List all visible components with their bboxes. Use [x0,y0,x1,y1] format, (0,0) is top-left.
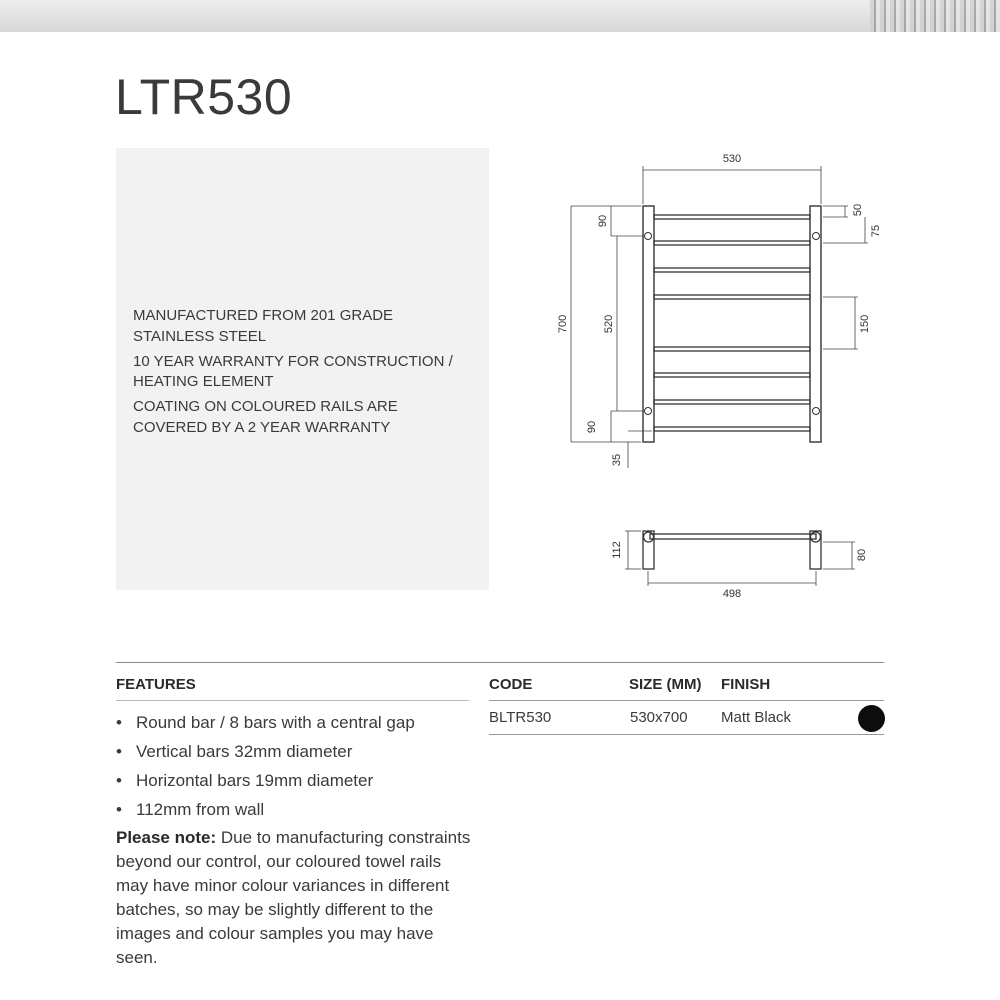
dim-width: 530 [722,153,742,165]
rail-bar [654,295,810,299]
info-line: MANUFACTURED FROM 201 GRADE [133,307,394,324]
feature-text: Horizontal bars 19mm diameter [136,771,374,790]
dim-central-gap: 150 [859,314,871,334]
rail-bar [654,373,810,377]
horizontal-bars [654,215,810,431]
info-line: COVERED BY A 2 YEAR WARRANTY [133,418,391,436]
dim-height: 700 [557,314,569,334]
bullet-icon: • [116,800,122,819]
mount-point [813,233,820,240]
table-header-divider [489,700,884,701]
info-line: HEATING ELEMENT [133,373,274,390]
rail-bar [654,400,810,404]
side-post-left [643,531,654,569]
info-line: STAINLESS STEEL [133,327,267,345]
dim-top-offset: 90 [597,214,609,228]
code-heading: CODE [489,676,533,693]
list-item [116,798,415,827]
finish-heading: FINISH [721,676,771,693]
rail-bar [654,268,810,272]
list-item [116,740,415,769]
mount-point [645,233,652,240]
info-line: 10 YEAR WARRANTY FOR CONSTRUCTION / [133,352,453,370]
rail-bar [654,215,810,219]
features-divider [116,700,469,701]
feature-text: 112mm from wall [136,800,265,819]
please-note [116,826,476,970]
product-size: 530x700 [630,709,688,726]
size-heading: SIZE (MM) [629,676,702,693]
product-code: BLTR530 [489,709,552,726]
feature-text: Vertical bars 32mm diameter [136,742,353,761]
left-post [643,206,654,442]
feature-text: Round bar / 8 bars with a central gap [136,713,415,732]
dim-bottom-offset: 90 [586,420,598,434]
rail-bar [654,241,810,245]
dim-rail-span: 520 [603,314,615,334]
note-label: Please note: [116,828,217,847]
features-heading: FEATURES [116,676,196,693]
side-rail [650,534,816,539]
rail-bar [654,347,810,351]
list-item [116,711,415,740]
mount-point [645,408,652,415]
bullet-icon: • [116,771,122,790]
dim-depth: 112 [611,541,623,559]
side-cap [644,532,654,542]
bullet-icon: • [116,742,122,761]
note-text: Due to manufacturing constraints beyond our control, our coloured towel rails may have minor colour variances in different batches, so may be slightly different to the images and colour samples you may have seen. [116,828,471,967]
dim-bracket: 80 [856,548,868,562]
bullet-icon: • [116,713,122,732]
list-item [116,769,415,798]
right-post [810,206,821,442]
finish-swatch [858,705,885,732]
product-finish: Matt Black [721,709,792,726]
section-divider [116,662,884,663]
info-line: COATING ON COLOURED RAILS ARE [133,398,398,415]
rail-bar [654,427,810,431]
page-title: LTR530 [115,69,293,125]
dim-centres: 498 [722,588,742,600]
feature-list [116,711,415,827]
dim-bottom-gap: 35 [611,453,623,467]
mount-point [813,408,820,415]
dim-second-gap: 75 [870,224,882,238]
table-row-divider [489,734,884,735]
dim-top-bar-gap: 50 [852,203,864,217]
